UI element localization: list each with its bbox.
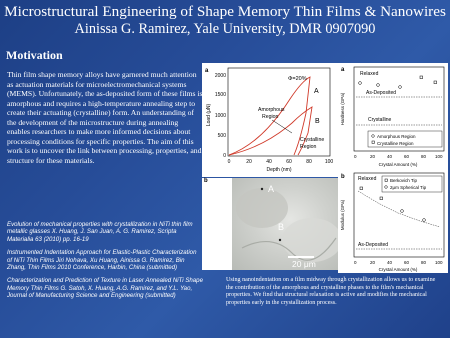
phi-label: Φ=20%	[288, 76, 307, 82]
bottom-point-4	[423, 219, 426, 222]
bottom-ylabel: Modulus (GPa)	[340, 199, 345, 231]
top-xtick-40: 40	[387, 154, 393, 159]
xlabel-depth: Depth (nm)	[266, 167, 292, 173]
xtick-0: 0	[227, 159, 231, 165]
bottom-xlabel: Crystal Amount (%)	[378, 267, 418, 272]
top-point-1	[359, 82, 362, 85]
ytick-1000: 1000	[214, 113, 226, 119]
micrograph-image	[232, 178, 338, 270]
motivation-heading: Motivation	[6, 48, 63, 62]
reference-1: Evolution of mechanical properties with crystallization in NiTi thin film metallic glasses X. Huang, J. San Juan, A. G. Ramirez, Scripta Materialia 63 (2010) pp. 16-19	[7, 221, 193, 243]
top-crystalline-label: Crystalline	[368, 117, 392, 123]
xtick-100: 100	[324, 159, 334, 165]
amorphous-label-2: Region	[262, 114, 279, 120]
bottom-xtick-20: 20	[370, 260, 376, 265]
top-point-3	[399, 86, 402, 89]
top-xlabel: Crystal Amount (%)	[378, 162, 418, 167]
ytick-0: 0	[223, 153, 226, 159]
bottom-as-deposited-label: As-Deposited	[358, 242, 389, 248]
bottom-point-3	[401, 210, 404, 213]
crystalline-label-1: Crystalline	[300, 137, 325, 143]
top-xtick-20: 20	[370, 154, 376, 159]
bottom-point-1	[360, 187, 363, 190]
top-xtick-0: 0	[354, 154, 357, 159]
xtick-80: 80	[306, 159, 312, 165]
bottom-xtick-60: 60	[404, 260, 410, 265]
top-xtick-100: 100	[435, 154, 443, 159]
bottom-xtick-100: 100	[435, 260, 443, 265]
scale-label: 20 μm	[292, 259, 316, 269]
bottom-trend-line	[358, 191, 440, 227]
top-xtick-80: 80	[421, 154, 427, 159]
top-ylabel: Hardness (GPa)	[340, 92, 345, 126]
xtick-60: 60	[286, 159, 292, 165]
references	[7, 221, 203, 306]
hardness-modulus-plots	[338, 63, 448, 273]
ytick-2000: 2000	[214, 73, 226, 79]
top-xtick-60: 60	[404, 154, 410, 159]
bottom-xtick-0: 0	[354, 260, 357, 265]
figure-right-plots	[338, 63, 448, 273]
poster-subtitle: Ainissa G. Ramirez, Yale University, DMR 0907090	[74, 21, 376, 37]
xtick-20: 20	[246, 159, 252, 165]
top-relaxed-label: Relaxed	[360, 71, 379, 77]
indent-b-label: B	[278, 222, 285, 232]
indent-b	[279, 239, 281, 241]
ytick-1500: 1500	[214, 92, 226, 98]
bottom-relaxed-label: Relaxed	[358, 176, 377, 182]
bottom-legend-1: Berkovich Tip	[390, 178, 418, 183]
load-depth-plot	[202, 63, 338, 177]
bottom-xtick-80: 80	[421, 260, 427, 265]
grain-2	[282, 218, 338, 262]
top-legend-1: Amorphous Region	[377, 134, 416, 139]
figure-right-bottom-letter: b	[341, 174, 345, 180]
curve-a-label: A	[314, 88, 319, 95]
bottom-point-2	[380, 197, 383, 200]
crystalline-label-2: Region	[300, 144, 317, 150]
indent-a-label: A	[268, 184, 275, 194]
poster-title: Microstructural Engineering of Shape Memory Thin Films & Nanowires	[4, 3, 446, 20]
figure-right-top-letter: a	[341, 67, 345, 73]
indent-a	[261, 188, 263, 190]
curve-b-label: B	[315, 118, 320, 125]
top-point-4	[420, 76, 423, 79]
figure-b-letter: b	[204, 178, 208, 184]
figure-caption: Using nanoindentation on a film midway through crystallization allows us to examine the contribution of the amorphous and crystalline phases to the film's mechanical properties. We find that structural relaxation is active and modifies the mechanical properties early in the crystallization process.	[226, 277, 436, 306]
top-point-2	[377, 84, 380, 87]
ytick-500: 500	[217, 133, 226, 139]
amorphous-label-1: Amorphous	[258, 107, 285, 113]
figure-a-letter: a	[205, 68, 209, 74]
micrograph-svg	[232, 178, 338, 270]
reference-2: Instrumented Indentation Approach for Elastic-Plastic Characterization of NiTi Thin Films Jiri Nohava, Xu Huang, Ainissa G. Ramirez, Bin Zhang, Thin Films 2010 Conference, Harbin, China (submitted)	[7, 249, 197, 272]
bottom-legend-2: 2μm Spherical Tip	[390, 185, 427, 190]
motivation-text: Thin film shape memory alloys have garnered much attention as actuation materials for microelectromechanical systems (MEMS). Unfortunately, the as-deposited form of these films is amorphous and requires a high-temperature annealing step to create their actuating (crystalline) form. An understanding of the development of the microstructure during annealing enables researchers to make more informed decisions about processing conditions for specific properties. The aim of this work is to uncover the link between processing, properties, and structure for these materials.	[7, 70, 203, 165]
bottom-xtick-40: 40	[387, 260, 393, 265]
ylabel-load: Load (μN)	[206, 103, 212, 127]
figure-b-letter-box	[202, 178, 232, 270]
reference-3: Characterization and Prediction of Texture in Laser Annealed NiTi Shape Memory Thin Films G. Satoh, X. Huang, A.G. Ramirez, and Y.L. Yao, Journal of Manufacturing Science and Engineering (submitted)	[7, 277, 203, 300]
top-legend-2: Crystalline Region	[377, 141, 414, 146]
scale-bar	[288, 256, 314, 258]
xtick-40: 40	[266, 159, 272, 165]
top-as-deposited-label: As-Deposited	[366, 90, 397, 96]
top-point-5	[434, 81, 437, 84]
